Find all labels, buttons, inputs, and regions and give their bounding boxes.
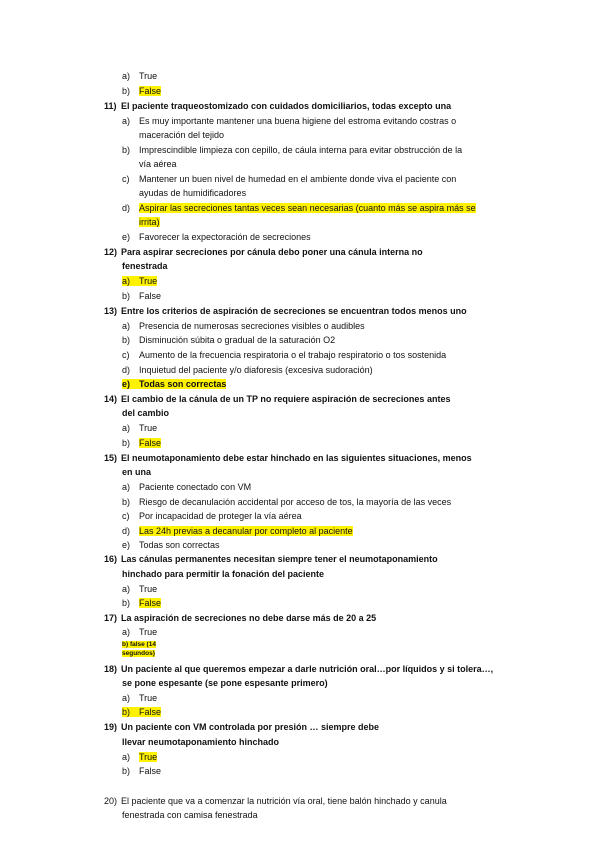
q13-option-e [122,378,226,390]
q11-option-e: e) Favorecer la expectoración de secreciones [122,232,311,242]
q17-option-b-cont [122,650,155,658]
q15-option-b: b) Riesgo de decanulación accidental por acceso de tos, la mayoría de las veces [122,497,452,507]
q11-option-c: c) Mantener un buen nivel de humedad en el ambiente donde viva el paciente con [122,174,457,184]
q15-option-e: e) Todas son correctas [122,540,220,550]
question-12: 12) Para aspirar secreciones por cánula debo poner una cánula interna no [104,247,423,257]
q13-option-c: c) Aumento de la frecuencia respiratoria o el trabajo respiratorio o tos sostenida [122,350,447,360]
highlight: e) Todas son correctas [122,379,227,389]
q11-option-c-cont: ayudas de humidificadores [139,188,247,198]
q11-option-b-cont: vía aérea [139,159,177,169]
q12-option-a [122,275,157,287]
highlight: True [139,752,158,762]
question-17: 17) La aspiración de secreciones no debe darse más de 20 a 25 [104,613,377,623]
q11-option-d: d) Aspirar las secreciones tantas veces sean necesarias (cuanto más se aspira más se [122,203,476,213]
highlight: False [139,86,162,96]
highlight: b) False [122,707,162,717]
question-19-cont: llevar neumotaponamiento hinchado [122,737,280,747]
q17-option-b [122,641,156,649]
q12-option-b: b) False [122,291,162,301]
question-11: 11) El paciente traqueostomizado con cuidados domiciliarios, todas excepto una [104,101,452,111]
question-20-cont: fenestrada con camisa fenestrada [122,810,258,820]
q15-option-c: c) Por incapacidad de proteger la vía aérea [122,511,302,521]
q19-option-a: a) True [122,752,158,762]
highlight: b) false (14 [122,641,156,648]
q18-option-b [122,706,161,718]
q13-option-d: d) Inquietud del paciente y/o diaforesis (excesiva sudoración) [122,365,373,375]
q15-option-a: a) Paciente conectado con VM [122,482,252,492]
q10-option-b: b) False [122,86,162,96]
q14-option-a: a) True [122,423,158,433]
q11-option-a-cont: maceración del tejido [139,130,225,140]
q11-option-d-cont [139,216,160,228]
question-16: 16) Las cánulas permanentes necesitan siempre tener el neumotaponamiento [104,554,438,564]
question-12-cont: fenestrada [122,261,168,271]
highlight: False [139,598,162,608]
highlight: irrita) [139,217,160,227]
question-14-cont: del cambio [122,408,170,418]
q13-option-b: b) Disminución súbita o gradual de la saturación O2 [122,335,336,345]
highlight: Aspirar las secreciones tantas veces sean necesarias (cuanto más se aspira más se [139,203,476,213]
q15-option-d: d) Las 24h previas a decanular por completo al paciente [122,526,353,536]
question-16-cont: hinchado para permitir la fonación del paciente [122,569,325,579]
q17-option-a: a) True [122,627,158,637]
question-14: 14) El cambio de la cánula de un TP no requiere aspiración de secreciones antes [104,394,451,404]
q14-option-b: b) False [122,438,162,448]
q13-option-a: a) Presencia de numerosas secreciones visibles o audibles [122,321,365,331]
question-13: 13) Entre los criterios de aspiración de secreciones se encuentran todos menos uno [104,306,467,316]
highlight: False [139,438,162,448]
q18-option-a: a) True [122,693,158,703]
q16-option-b: b) False [122,598,162,608]
highlight: Las 24h previas a decanular por completo al paciente [139,526,353,536]
q19-option-b: b) False [122,766,162,776]
q16-option-a: a) True [122,584,158,594]
question-19: 19) Un paciente con VM controlada por presión … siempre debe [104,722,380,732]
question-18-cont: se pone espesante (se pone espesante primero) [122,678,328,688]
question-20: 20) El paciente que va a comenzar la nutrición vía oral, tiene balón hinchado y canula [104,796,447,806]
q11-option-a: a) Es muy importante mantener una buena higiene del estroma evitando costras o [122,116,457,126]
highlight: segundos) [122,650,155,657]
question-15: 15) El neumotaponamiento debe estar hinchado en las siguientes situaciones, menos [104,453,472,463]
question-15-cont: en una [122,467,152,477]
q11-option-b: b) Imprescindible limpieza con cepillo, de cáula interna para evitar obstrucción de la [122,145,463,155]
highlight: a) True [122,276,158,286]
question-18: 18) Un paciente al que queremos empezar a darle nutrición oral…por líquidos y si tolera…, [104,664,494,674]
q10-option-a: a) True [122,71,158,81]
